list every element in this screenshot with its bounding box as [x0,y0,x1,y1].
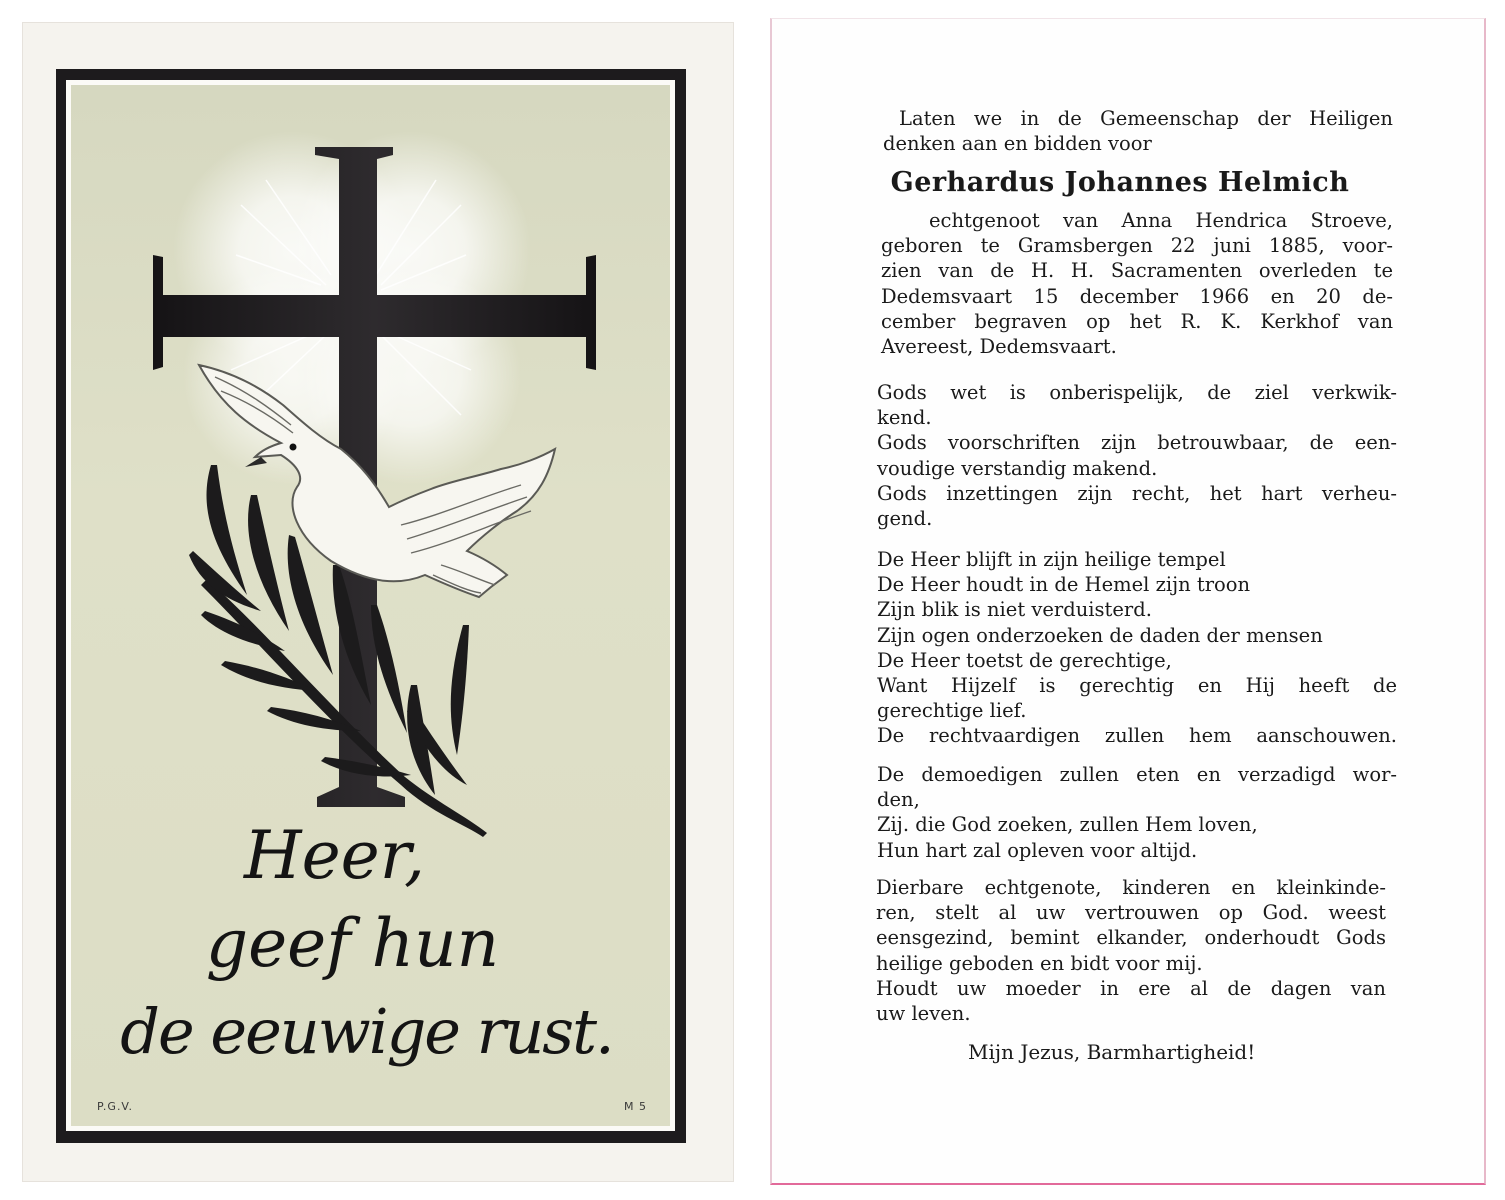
psalm-line: den, [877,788,920,812]
bio-line: geboren te Gramsbergen 22 juni 1885, voor- [881,234,1393,258]
exhortation-line: heilige geboden en bidt voor mij. [876,951,1203,975]
psalm-line: Hun hart zal opleven voor altijd. [877,838,1198,862]
psalm-line: Zijn ogen onderzoeken de daden der mensen [877,623,1323,647]
bio-line: Dedemsvaart 15 december 1966 en 20 de- [881,284,1393,308]
deceased-name: Gerhardus Johannes Helmich [890,167,1350,198]
exhortation-line: uw leven. [876,1002,971,1026]
verse-line-3: de eeuwige rust. [120,995,613,1068]
psalm-line: De Heer toetst de gerechtige, [877,648,1172,672]
psalm-line: gerechtige lief. [877,699,1027,723]
verse-line-1: Heer, [244,817,425,894]
series-mark: M 5 [624,1100,647,1113]
psalm-line: De demoedigen zullen eten en verzadigd wor- [877,763,1397,786]
psalm-line: Zijn blik is niet verduisterd. [877,598,1152,622]
exhortation-to-family [876,875,1386,1026]
bio-line: zien van de H. H. Sacramenten overleden te [881,259,1393,283]
psalm-line: Zij. die God zoeken, zullen Hem loven, [877,813,1258,837]
exhortation-line: Dierbare echtgenote, kinderen en kleinkinde- [876,876,1386,899]
closing-prayer: Mijn Jezus, Barmhartigheid! [968,1040,1256,1064]
bio-line: cember begraven op het R. K. Kerkhof van [881,309,1393,333]
publisher-mark: P.G.V. [97,1100,134,1113]
psalm-line: Gods inzettingen zijn recht, het hart verheu- [877,481,1397,505]
exhortation-line: ren, stelt al uw vertrouwen op God. weest [876,901,1386,925]
intro-text [883,106,1393,156]
exhortation-line: Houdt uw moeder in ere al de dagen van [876,976,1386,1000]
psalm-stanza-3 [877,762,1397,863]
psalm-line: voudige verstandig makend. [877,456,1158,480]
psalm-line: Gods wet is onberispelijk, de ziel verkwik- [877,381,1397,404]
verse-heer-geef-hun-rust [71,812,670,1076]
bio-line: echtgenoot van Anna Hendrica Stroeve, [929,209,1393,232]
psalm-line: Gods voorschriften zijn betrouwbaar, de een- [877,431,1397,455]
psalm-line: De rechtvaardigen zullen hem aanschouwen. [877,724,1397,748]
intro-line: Laten we in de Gemeenschap der Heiligen [899,107,1393,130]
biography [881,208,1393,359]
psalm-stanza-1 [877,380,1397,531]
psalm-stanza-2 [877,547,1397,749]
bio-line: Avereest, Dedemsvaart. [881,335,1117,359]
psalm-line: Want Hijzelf is gerechtig en Hij heeft de [877,674,1397,698]
verse-line-2: geef hun [205,905,500,982]
psalm-line: gend. [877,507,933,531]
intro-line: denken aan en bidden voor [883,132,1152,156]
exhortation-line: eensgezind, bemint elkander, onderhoudt Gods [876,926,1386,950]
psalm-line: De Heer houdt in de Hemel zijn troon [877,573,1251,597]
psalm-line: kend. [877,406,932,430]
psalm-line: De Heer blijft in zijn heilige tempel [877,548,1226,571]
